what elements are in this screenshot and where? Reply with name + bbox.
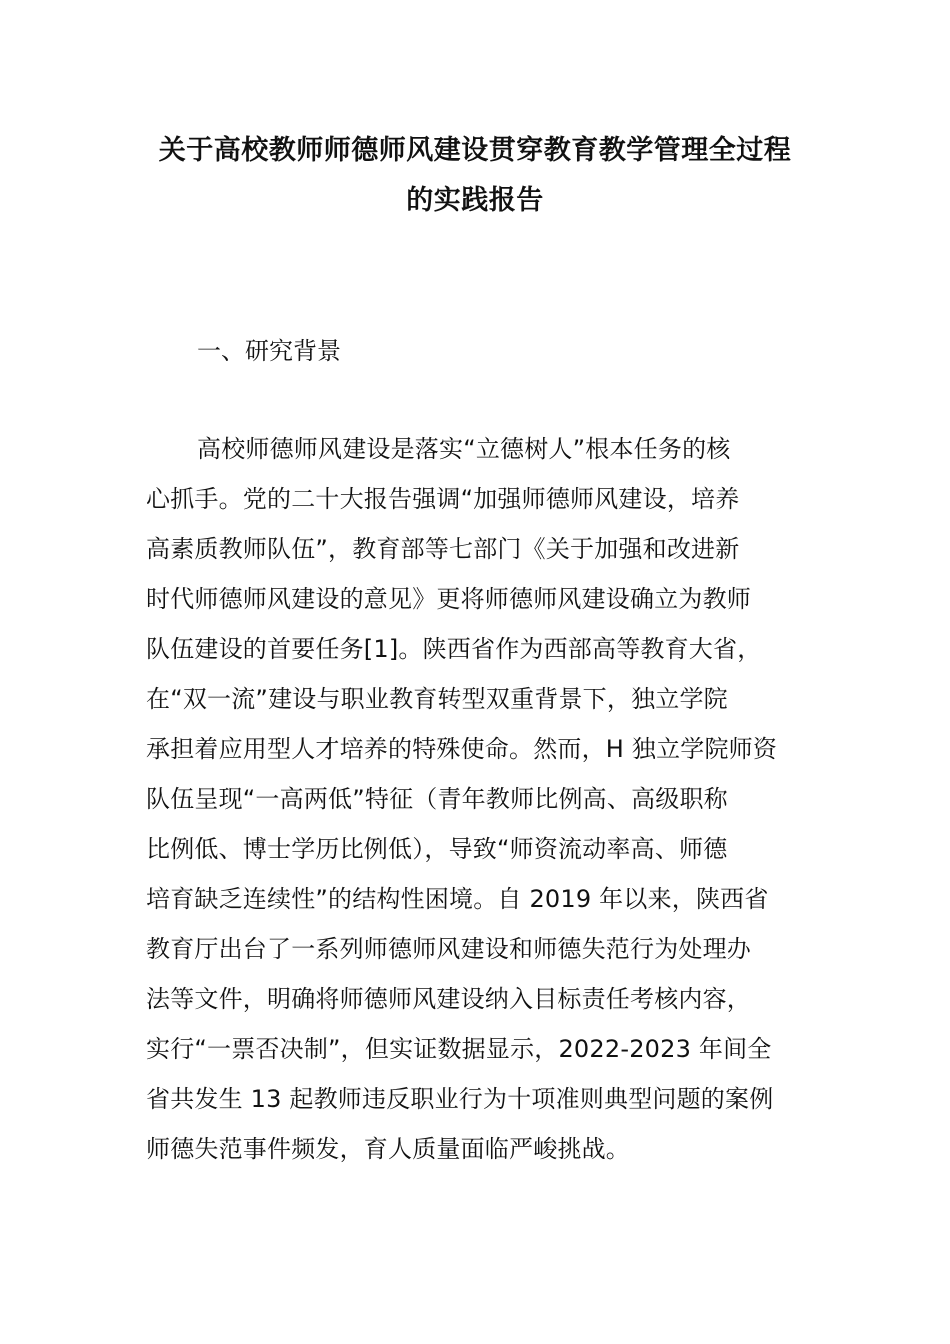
- body-paragraph: [146, 424, 816, 1174]
- paragraph-line: 队伍建设的首要任务[1]。陕西省作为西部高等教育大省，: [146, 635, 762, 663]
- title-line-1: 关于高校教师师德师风建设贯穿教育教学管理全过程: [158, 135, 792, 166]
- paragraph-line: 师德失范事件频发，育人质量面临严峻挑战。: [146, 1135, 630, 1163]
- paragraph-line: 在“双一流”建设与职业教育转型双重背景下，独立学院: [146, 685, 728, 713]
- paragraph-line: 承担着应用型人才培养的特殊使命。然而，H 独立学院师资: [146, 735, 778, 763]
- paragraph-line: 高素质教师队伍”，教育部等七部门《关于加强和改进新: [146, 535, 740, 563]
- paragraph-line: 教育厅出台了一系列师德师风建设和师德失范行为处理办: [146, 935, 751, 963]
- paragraph-line: 培育缺乏连续性”的结构性困境。自 2019 年以来，陕西省: [146, 885, 769, 913]
- document-title: [120, 126, 830, 226]
- paragraph-line: 比例低、博士学历比例低），导致“师资流动率高、师德: [146, 835, 728, 863]
- paragraph-line: 时代师德师风建设的意见》更将师德师风建设确立为教师: [146, 585, 751, 613]
- paragraph-line: 高校师德师风建设是落实“立德树人”根本任务的核: [197, 435, 731, 463]
- paragraph-line: 队伍呈现“一高两低”特征（青年教师比例高、高级职称: [146, 785, 728, 813]
- section-heading: 一、研究背景: [197, 337, 341, 365]
- paragraph-line: 省共发生 13 起教师违反职业行为十项准则典型问题的案例: [146, 1085, 774, 1113]
- paragraph-line: 法等文件，明确将师德师风建设纳入目标责任考核内容，: [146, 985, 751, 1013]
- paragraph-line: 心抓手。党的二十大报告强调“加强师德师风建设，培养: [146, 485, 740, 513]
- paragraph-line: 实行“一票否决制”，但实证数据显示，2022-2023 年间全: [146, 1035, 772, 1063]
- title-line-2: 的实践报告: [406, 185, 544, 216]
